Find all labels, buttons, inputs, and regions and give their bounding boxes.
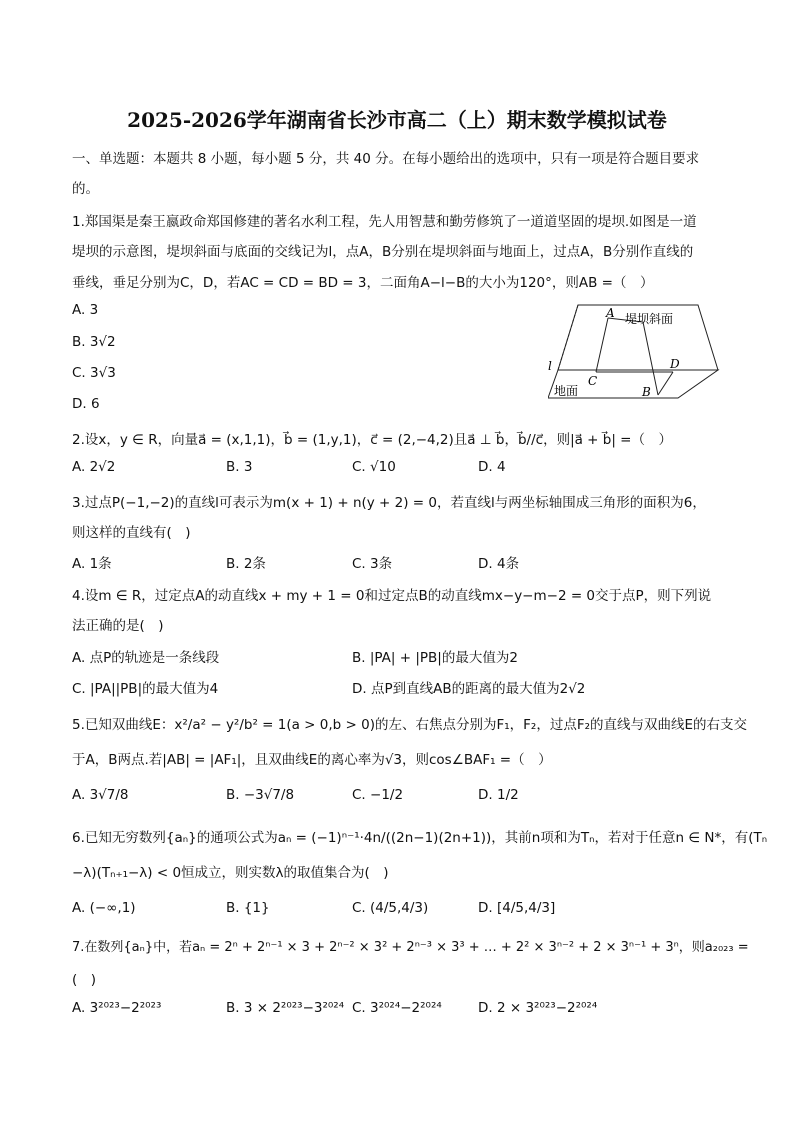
label-a: A <box>606 306 615 320</box>
section-heading-line1: 一、单选题：本题共 8 小题，每小题 5 分，共 40 分。在每小题给出的选项中，只有一项是符合题目要求 <box>72 151 700 167</box>
q7-option-b: B. 3 × 2²⁰²³−3²⁰²⁴ <box>226 1000 345 1016</box>
label-d: D <box>670 357 680 371</box>
q4-text-line2: 法正确的是( ) <box>72 618 164 634</box>
q5-option-d: D. 1/2 <box>478 787 519 803</box>
q5-text-line2: 于A，B两点.若|AB| = |AF₁|，且双曲线E的离心率为√3，则cos∠BAF₁ =（ ） <box>72 752 552 768</box>
q3-option-b: B. 2条 <box>226 556 266 572</box>
label-dam-slope: 堤坝斜面 <box>625 312 674 326</box>
label-ground: 地面 <box>554 384 579 398</box>
q5-option-b: B. −3√7/8 <box>226 787 295 803</box>
q2-option-d: D. 4 <box>478 459 506 475</box>
q2-option-b: B. 3 <box>226 459 253 475</box>
q4-option-d: D. 点P到直线AB的距离的最大值为2√2 <box>352 681 586 697</box>
q1-option-d: D. 6 <box>72 396 100 412</box>
q6-option-d: D. [4/5,4/3] <box>478 900 556 916</box>
q7-text-line1: 7.在数列{aₙ}中，若aₙ = 2ⁿ + 2ⁿ⁻¹ × 3 + 2ⁿ⁻² × 3² + 2ⁿ⁻³ × 3³ + … + 2² × 3ⁿ⁻² + 2 × 3ⁿ⁻¹ + 3ⁿ，则a₂₀₂₃ = <box>72 940 749 955</box>
q5-option-c: C. −1/2 <box>352 787 404 803</box>
q1-text-line1: 1.郑国渠是秦王嬴政命郑国修建的著名水利工程，先人用智慧和勤劳修筑了一道道坚固的堤坝.如图是一道 <box>72 214 697 230</box>
q2-text-line1: 2.设x，y ∈ R，向量a⃗ = (x,1,1)，b⃗ = (1,y,1)，c⃗ = (2,−4,2)且a⃗ ⊥ b⃗，b⃗//c⃗，则|a⃗ + b⃗| =（ ） <box>72 432 672 448</box>
q4-option-c: C. |PA||PB|的最大值为4 <box>72 681 219 697</box>
q7-text-line2: ( ) <box>72 972 97 988</box>
q5-text-line1: 5.已知双曲线E：x²/a² − y²/b² = 1(a > 0,b > 0)的左、右焦点分别为F₁，F₂，过点F₂的直线与双曲线E的右支交 <box>72 717 748 733</box>
q2-option-a: A. 2√2 <box>72 459 116 475</box>
q4-option-b: B. |PA| + |PB|的最大值为2 <box>352 650 518 666</box>
q2-option-c: C. √10 <box>352 459 396 475</box>
q1-text-line3: 垂线，垂足分别为C，D，若AC = CD = BD = 3，二面角A−l−B的大小为120°，则AB =（ ） <box>72 275 654 291</box>
q1-text-line2: 堤坝的示意图，堤坝斜面与底面的交线记为l，点A，B分别在堤坝斜面与地面上，过点A，B分别作直线的 <box>72 244 694 260</box>
q6-option-a: A. (−∞,1) <box>72 900 136 916</box>
q1-option-a: A. 3 <box>72 302 99 318</box>
q3-text-line2: 则这样的直线有( ) <box>72 525 191 541</box>
q4-option-a: A. 点P的轨迹是一条线段 <box>72 650 220 666</box>
q1-option-b: B. 3√2 <box>72 334 116 350</box>
q7-option-d: D. 2 × 3²⁰²³−2²⁰²⁴ <box>478 1000 598 1016</box>
q6-text-line2: −λ)(Tₙ₊₁−λ) < 0恒成立，则实数λ的取值集合为( ) <box>72 865 389 881</box>
q3-text-line1: 3.过点P(−1,−2)的直线l可表示为m(x + 1) + n(y + 2) = 0，若直线l与两坐标轴围成三角形的面积为6， <box>72 495 706 511</box>
q3-option-d: D. 4条 <box>478 556 520 572</box>
label-l: l <box>548 359 552 373</box>
q7-option-a: A. 3²⁰²³−2²⁰²³ <box>72 1000 162 1016</box>
segment-d-b <box>658 372 673 395</box>
q7-option-c: C. 3²⁰²⁴−2²⁰²⁴ <box>352 1000 442 1016</box>
q6-text-line1: 6.已知无穷数列{aₙ}的通项公式为aₙ = (−1)ⁿ⁻¹·4n/((2n−1)(2n+1))，其前n项和为Tₙ，若对于任意n ∈ N*，有(Tₙ <box>72 830 768 846</box>
q3-option-a: A. 1条 <box>72 556 112 572</box>
segment-a-c <box>596 318 608 372</box>
segment-a-b <box>608 318 658 395</box>
q4-text-line1: 4.设m ∈ R，过定点A的动直线x + my + 1 = 0和过定点B的动直线mx−y−m−2 = 0交于点P，则下列说 <box>72 588 712 604</box>
label-b: B <box>642 385 651 399</box>
q1-option-c: C. 3√3 <box>72 365 116 381</box>
q5-option-a: A. 3√7/8 <box>72 787 129 803</box>
label-c: C <box>588 374 598 388</box>
q6-option-c: C. (4/5,4/3) <box>352 900 429 916</box>
dam-diagram <box>548 300 723 405</box>
q3-option-c: C. 3条 <box>352 556 393 572</box>
section-heading-line2: 的。 <box>72 181 99 197</box>
q6-option-b: B. {1} <box>226 900 270 916</box>
page-title: 2025-2026学年湖南省长沙市高二（上）期末数学模拟试卷 <box>127 108 667 132</box>
